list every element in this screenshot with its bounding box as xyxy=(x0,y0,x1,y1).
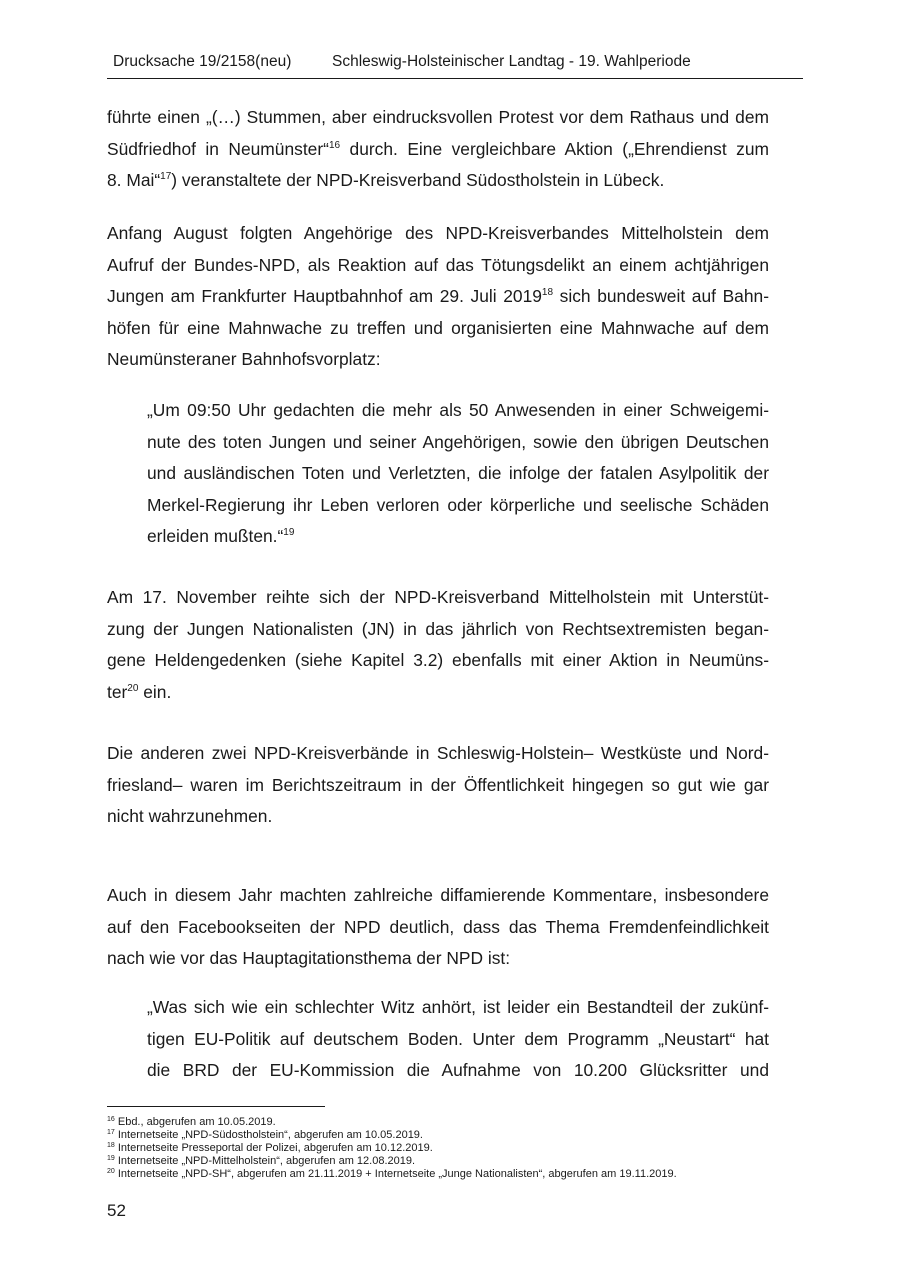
text-line: tigen EU-Politik auf deutschem Boden. Unter dem Programm „Neustart“ hat xyxy=(147,1028,769,1049)
text-line: ter$^{20}$ ein. xyxy=(107,681,172,702)
text-line: Merkel-Regierung ihr Leben verloren oder körperliche und seelische Schäden xyxy=(147,494,769,515)
text-line: nute des toten Jungen und seiner Angehörigen, sowie den übrigen Deutschen xyxy=(147,431,769,452)
text-line: die BRD der EU-Kommission die Aufnahme von 10.200 Glücksritter und xyxy=(147,1060,769,1080)
text-line: Die anderen zwei NPD-Kreisverbände in Schleswig-Holstein– Westküste und Nord- xyxy=(107,743,769,763)
paragraph-5 xyxy=(107,880,769,975)
paragraph-4 xyxy=(107,738,769,833)
footnote-ref: 20 xyxy=(127,682,139,694)
text-line: „Um 09:50 Uhr gedachten die mehr als 50 Anwesenden in einer Schweigemi- xyxy=(147,400,769,420)
text-line: „Was sich wie ein schlechter Witz anhört, ist leider ein Bestandteil der zukünf- xyxy=(147,997,769,1017)
text-line: Am 17. November reihte sich der NPD-Kreisverband Mittelholstein mit Unterstüt- xyxy=(107,587,769,607)
text-line: höfen für eine Mahnwache zu treffen und organisierten eine Mahnwache auf dem xyxy=(107,317,769,338)
footnote-ref: 17 xyxy=(160,171,172,182)
footnote-19: $^{19}$ Internetseite „NPD-Mittelholstein“, abgerufen am 12.08.2019. xyxy=(107,1155,416,1167)
text-line: führte einen „(…) Stummen, aber eindrucksvollen Protest vor dem Rathaus und dem xyxy=(107,107,769,127)
text-line: und ausländischen Toten und Verletzten, die infolge der fatalen Asylpolitik der xyxy=(147,463,769,483)
footnote-ref: 16 xyxy=(328,139,341,151)
footnote-ref: 19 xyxy=(283,527,295,538)
footnote-18: $^{18}$ Internetseite Presseportal der Polizei, abgerufen am 10.12.2019. xyxy=(107,1142,433,1154)
text-line: Aufruf der Bundes-NPD, als Reaktion auf das Tötungsdelikt an einem achtjährigen xyxy=(107,254,769,275)
text-line: erleiden mußten.“$^{19}$ xyxy=(147,526,295,546)
footnote-divider xyxy=(107,1106,325,1107)
text-line: zung der Jungen Nationalisten (JN) in das jährlich von Rechtsextremisten began- xyxy=(107,618,769,639)
page-number: 52 xyxy=(107,1201,126,1220)
text-line: auf den Facebookseiten der NPD deutlich, dass das Thema Fremdenfeindlichkeit xyxy=(107,916,769,937)
document-id: Drucksache 19/2158(neu) xyxy=(113,53,292,70)
text-line: Anfang August folgten Angehörige des NPD-Kreisverbandes Mittelholstein dem xyxy=(107,223,769,243)
text-line: Neumünsteraner Bahnhofsvorplatz: xyxy=(107,349,381,369)
footnote-16: $^{16}$ Ebd., abgerufen am 10.05.2019. xyxy=(107,1116,276,1128)
text-line: Südfriedhof in Neumünster“$^{16}$ durch. Eine vergleichbare Aktion („Ehrendienst zum xyxy=(107,138,770,159)
paragraph-3 xyxy=(107,582,769,708)
footnote-20: $^{20}$ Internetseite „NPD-SH“, abgerufen am 21.11.2019 + Internetseite „Junge Nationalisten“, abgerufen am 19.11.2019. xyxy=(107,1168,677,1180)
footnote-17: $^{17}$ Internetseite „NPD-Südostholstein“, abgerufen am 10.05.2019. xyxy=(107,1129,423,1141)
text-line: Jungen am Frankfurter Hauptbahnhof am 29. Juli 2019$^{18}$ sich bundesweit auf Bahn- xyxy=(107,286,769,306)
parliament-title: Schleswig-Holsteinischer Landtag - 19. Wahlperiode xyxy=(332,53,691,70)
text-line: friesland– waren im Berichtszeitraum in der Öffentlichkeit hingegen so gut wie gar xyxy=(107,774,769,795)
text-line: gene Heldengedenken (siehe Kapitel 3.2) ebenfalls mit einer Aktion in Neumüns- xyxy=(107,650,769,670)
text-line: 8. Mai“$^{17}$) veranstaltete der NPD-Kreisverband Südostholstein in Lübeck. xyxy=(107,170,665,190)
footnote-ref: 18 xyxy=(541,287,554,298)
text-line: nach wie vor das Hauptagitationsthema der NPD ist: xyxy=(107,948,511,968)
quote-2 xyxy=(147,992,769,1087)
page-header xyxy=(107,52,803,79)
text-line: Auch in diesem Jahr machten zahlreiche diffamierende Kommentare, insbesondere xyxy=(107,885,769,905)
paragraph-2 xyxy=(107,218,769,376)
paragraph-1 xyxy=(107,102,769,197)
quote-1 xyxy=(147,395,769,553)
text-line: nicht wahrzunehmen. xyxy=(107,806,273,826)
